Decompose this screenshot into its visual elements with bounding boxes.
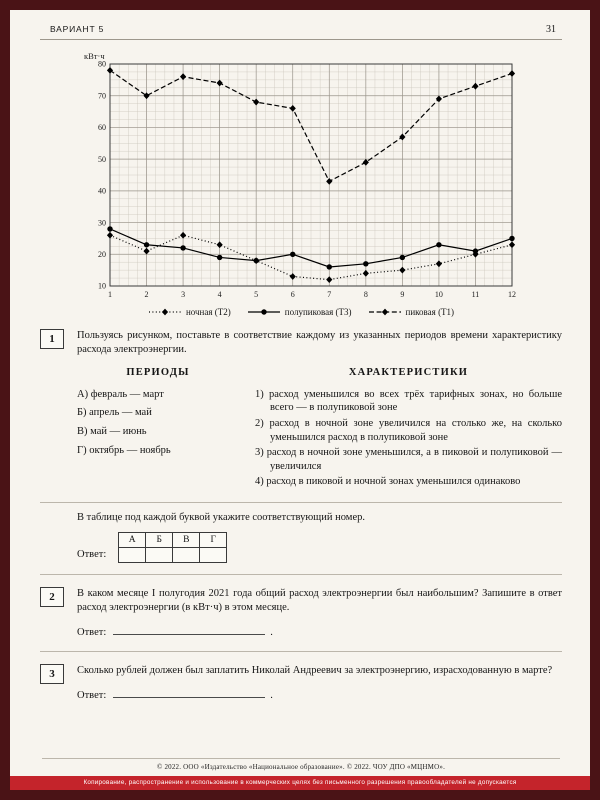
answer-table-header-cell: А [119, 533, 146, 548]
copyright-line: © 2022. ООО «Издательство «Национальное образование». © 2022. ЧОУ ДПО «МЦНМО». [156, 763, 446, 771]
svg-text:80: 80 [98, 59, 106, 69]
answer-table-header-cell: Б [146, 533, 173, 548]
svg-text:20: 20 [98, 249, 106, 259]
chart-legend [76, 307, 526, 317]
question-2-body [77, 587, 562, 640]
answer-cell [119, 548, 146, 563]
svg-text:11: 11 [471, 290, 480, 299]
characteristic-item: 1) расход уменьшился во всех трёх тарифных зонах, но больше всего — в полупиковой зоне [255, 388, 562, 414]
legend-label: полупиковая (Т3) [284, 307, 352, 317]
period-item: В) май — июнь [77, 426, 147, 438]
electricity-consumption-chart [76, 48, 526, 317]
characteristic-item: 3) расход в ночной зоне уменьшился, а в пиковой и полупиковой — увеличился [255, 447, 562, 472]
answer-label: Ответ: [77, 549, 107, 561]
svg-text:5: 5 [254, 290, 259, 299]
question-2-answer-line [77, 625, 562, 640]
svg-text:2: 2 [144, 290, 149, 299]
svg-text:кВт·ч: кВт·ч [84, 51, 105, 61]
copyright-banner: Копирование, распространение и использование в коммерческих целях без письменного разрешения правообладателей не допускается [10, 776, 590, 790]
question-3 [40, 664, 562, 703]
answer-suffix: . [270, 626, 273, 638]
svg-text:8: 8 [363, 290, 368, 299]
section-divider [40, 651, 562, 652]
answer-table-header-cell: В [173, 533, 200, 548]
svg-text:30: 30 [98, 218, 106, 228]
legend-sample-dashed-diamond [368, 307, 402, 317]
legend-item [247, 307, 352, 317]
matching-columns [77, 366, 562, 491]
legend-label: пиковая (Т1) [405, 307, 455, 317]
answer-suffix: . [270, 689, 273, 701]
question-1-text: Пользуясь рисунком, поставьте в соответствие каждому из указанных периодов времени характеристику расхода электроэнергии. [77, 330, 562, 355]
characteristic-item: 4) расход в пиковой и ночной зонах уменьшился одинаково [255, 476, 521, 488]
svg-text:3: 3 [181, 290, 186, 299]
question-2-text: В каком месяце I полугодия 2021 года общий расход электроэнергии был наибольшим? Запишите в ответ расход электроэнергии (в кВт·ч) в этом месяце. [77, 588, 562, 613]
svg-text:10: 10 [434, 290, 443, 299]
answer-cell [173, 548, 200, 563]
page-header [40, 24, 562, 40]
legend-item [148, 307, 231, 317]
answer-label: Ответ: [77, 689, 107, 701]
answer-table-row [77, 532, 562, 563]
period-item: Г) октябрь — ноябрь [77, 445, 171, 457]
svg-text:60: 60 [98, 123, 106, 133]
legend-item [368, 307, 455, 317]
period-item: Б) апрель — май [77, 407, 152, 419]
answer-blank [113, 625, 265, 635]
chart-plot [76, 48, 526, 306]
answer-cell [146, 548, 173, 563]
svg-text:1: 1 [108, 290, 112, 299]
svg-text:40: 40 [98, 186, 106, 196]
page-footer [40, 758, 562, 776]
answer-cell [200, 548, 227, 563]
characteristic-item: 2) расход в ночной зоне увеличился на столько же, на сколько уменьшился расход в полупиковой зоне [255, 417, 562, 443]
question-2 [40, 587, 562, 640]
section-divider [40, 502, 562, 503]
answer-table-header-cell: Г [200, 533, 227, 548]
periods-title: ПЕРИОДЫ [126, 366, 190, 378]
svg-text:4: 4 [217, 290, 222, 299]
legend-sample-solid-circle [247, 307, 281, 317]
question-1-body [77, 329, 562, 491]
svg-text:10: 10 [98, 281, 106, 291]
svg-text:12: 12 [508, 290, 516, 299]
question-1 [40, 329, 562, 491]
period-item: А) февраль — март [77, 388, 164, 400]
answer-table [118, 532, 227, 563]
characteristics-column [255, 366, 562, 491]
variant-label: ВАРИАНТ 5 [50, 24, 105, 34]
question-1-number-box: 1 [40, 329, 64, 349]
question-3-answer-line [77, 688, 562, 703]
page-content [10, 10, 590, 776]
section-divider [40, 574, 562, 575]
characteristics-title: ХАРАКТЕРИСТИКИ [348, 366, 469, 378]
question-3-text: Сколько рублей должен был заплатить Николай Андреевич за электроэнергию, израсходованную в марте? [77, 664, 553, 676]
svg-text:6: 6 [290, 290, 295, 299]
answer-blank [113, 688, 265, 698]
page-number: 31 [546, 24, 556, 35]
legend-sample-dotted-diamond [148, 307, 182, 317]
question-2-number-box: 2 [40, 587, 64, 607]
svg-text:9: 9 [400, 290, 405, 299]
question-3-body [77, 664, 562, 703]
legend-label: ночная (Т2) [185, 307, 231, 317]
periods-column [77, 366, 239, 491]
question-3-number-box: 3 [40, 664, 64, 684]
answer-label: Ответ: [77, 626, 107, 638]
table-instruction: В таблице под каждой буквой укажите соответствующий номер. [77, 512, 365, 524]
svg-text:70: 70 [98, 91, 106, 101]
svg-text:7: 7 [327, 290, 332, 299]
svg-text:50: 50 [98, 154, 106, 164]
